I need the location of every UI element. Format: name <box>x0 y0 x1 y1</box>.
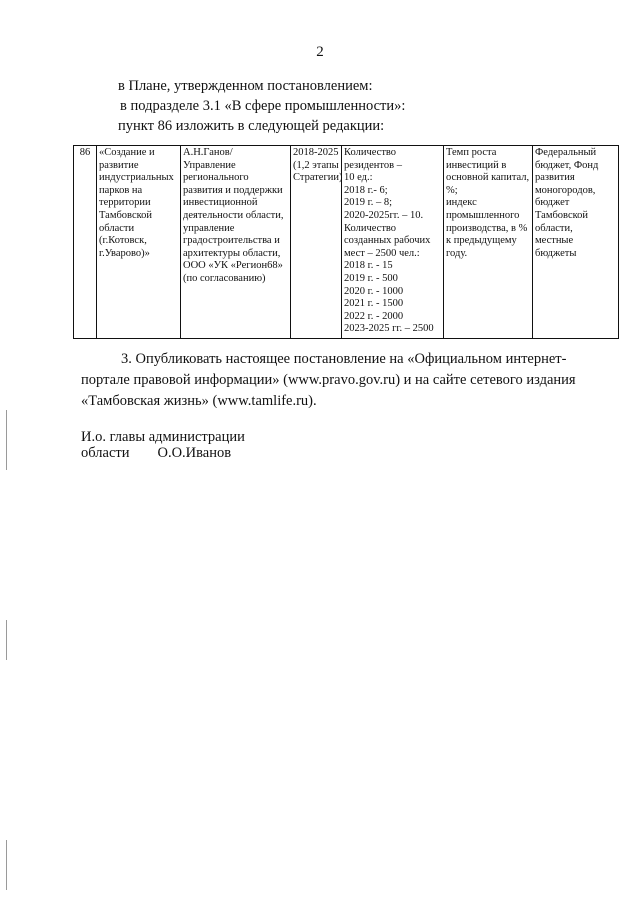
intro-text <box>118 76 405 136</box>
signature-region: области <box>81 445 130 461</box>
cell-line: бюджет, Фонд <box>535 159 599 171</box>
cell-funding <box>533 146 619 339</box>
intro-line: пункт 86 изложить в следующей редакции: <box>118 118 385 134</box>
plan-table <box>73 145 619 339</box>
cell-line: 10 ед.: <box>344 172 373 184</box>
cell-line: резидентов – <box>344 159 402 171</box>
cell-line: Тамбовской <box>535 209 589 221</box>
cell-line: (1,2 этапы <box>293 159 339 171</box>
cell-line: индустриальных <box>99 172 174 184</box>
cell-line: развитие <box>99 159 139 171</box>
cell-line: Тамбовской <box>99 209 153 221</box>
cell-line: Стратегии) <box>293 172 343 184</box>
cell-line: парков на <box>99 184 143 196</box>
cell-line: созданных рабочих <box>344 235 431 247</box>
paragraph-line: портале правовой информации» (www.pravo.gov.ru) и на сайте сетевого издания <box>81 372 576 388</box>
cell-line: архитектуры области, <box>183 247 281 259</box>
cell-line: промышленного <box>446 209 520 221</box>
cell-line: области, <box>535 222 573 234</box>
signature-block <box>81 429 245 461</box>
cell-line: 2019 г. - 500 <box>344 272 398 284</box>
cell-line: области <box>99 222 135 234</box>
cell-line: бюджет <box>535 197 570 209</box>
scan-edge-mark <box>6 410 7 470</box>
cell-line: ООО «УК «Регион68» <box>183 260 283 272</box>
cell-line: территории <box>99 197 151 209</box>
cell-line: Количество <box>344 147 397 158</box>
page-number: 2 <box>316 44 324 60</box>
cell-line: 2018-2025 <box>293 147 339 158</box>
cell-line: регионального <box>183 172 249 184</box>
cell-responsible <box>181 146 291 339</box>
cell-line: инвестиций в <box>446 159 507 171</box>
cell-period <box>291 146 342 339</box>
cell-line: 2020 г. - 1000 <box>344 285 404 297</box>
cell-line: (г.Котовск, <box>99 235 147 247</box>
intro-line: в Плане, утвержденном постановлением: <box>118 78 373 94</box>
cell-project <box>97 146 181 339</box>
cell-number: 86 <box>74 146 97 339</box>
cell-line: развития и поддержки <box>183 184 283 196</box>
cell-line: 2022 г. - 2000 <box>344 310 404 322</box>
cell-line: А.Н.Ганов/ <box>183 147 233 158</box>
cell-line: «Создание и <box>99 147 155 158</box>
cell-line: 2023-2025 гг. – 2500 <box>344 323 434 335</box>
intro-line: в подразделе 3.1 «В сфере промышленности»: <box>120 98 406 114</box>
cell-line: бюджеты <box>535 247 577 259</box>
cell-line: 2020-2025гг. – 10. <box>344 209 424 221</box>
cell-line: деятельности области, <box>183 209 284 221</box>
publication-paragraph <box>81 349 606 412</box>
paragraph-line: 3. Опубликовать настоящее постановление на «Официальном интернет- <box>121 351 567 367</box>
cell-line: 2018 г.- 6; <box>344 184 388 196</box>
cell-line: году. <box>446 247 468 259</box>
cell-line: Управление <box>183 159 236 171</box>
cell-line: основной капитал, <box>446 172 530 184</box>
cell-line: 2021 г. - 1500 <box>344 298 404 310</box>
cell-line: 2018 г. - 15 <box>344 260 393 272</box>
cell-line: инвестиционной <box>183 197 258 209</box>
cell-line: мест – 2500 чел.: <box>344 247 420 259</box>
cell-line: Федеральный <box>535 147 597 158</box>
cell-line: местные <box>535 235 574 247</box>
scan-edge-mark <box>6 620 7 660</box>
cell-line: производства, в % <box>446 222 528 234</box>
cell-line: г.Уварово)» <box>99 247 150 259</box>
cell-line: индекс <box>446 197 477 209</box>
cell-target <box>444 146 533 339</box>
scan-edge-mark <box>6 840 7 890</box>
cell-line: 2019 г. – 8; <box>344 197 393 209</box>
cell-line: развития <box>535 172 575 184</box>
cell-line: Количество <box>344 222 397 234</box>
paragraph-line: «Тамбовская жизнь» (www.tamlife.ru). <box>81 393 317 409</box>
cell-line: %; <box>446 184 458 196</box>
cell-line: Темп роста <box>446 147 497 158</box>
cell-line: к предыдущему <box>446 235 517 247</box>
table-row <box>74 146 619 339</box>
cell-line: управление <box>183 222 235 234</box>
signature-title: И.о. главы администрации <box>81 429 245 445</box>
cell-line: градостроительства и <box>183 235 280 247</box>
signature-name: О.О.Иванов <box>157 445 232 461</box>
cell-line: (по согласованию) <box>183 272 266 284</box>
cell-line: моногородов, <box>535 184 596 196</box>
cell-indicators <box>342 146 444 339</box>
